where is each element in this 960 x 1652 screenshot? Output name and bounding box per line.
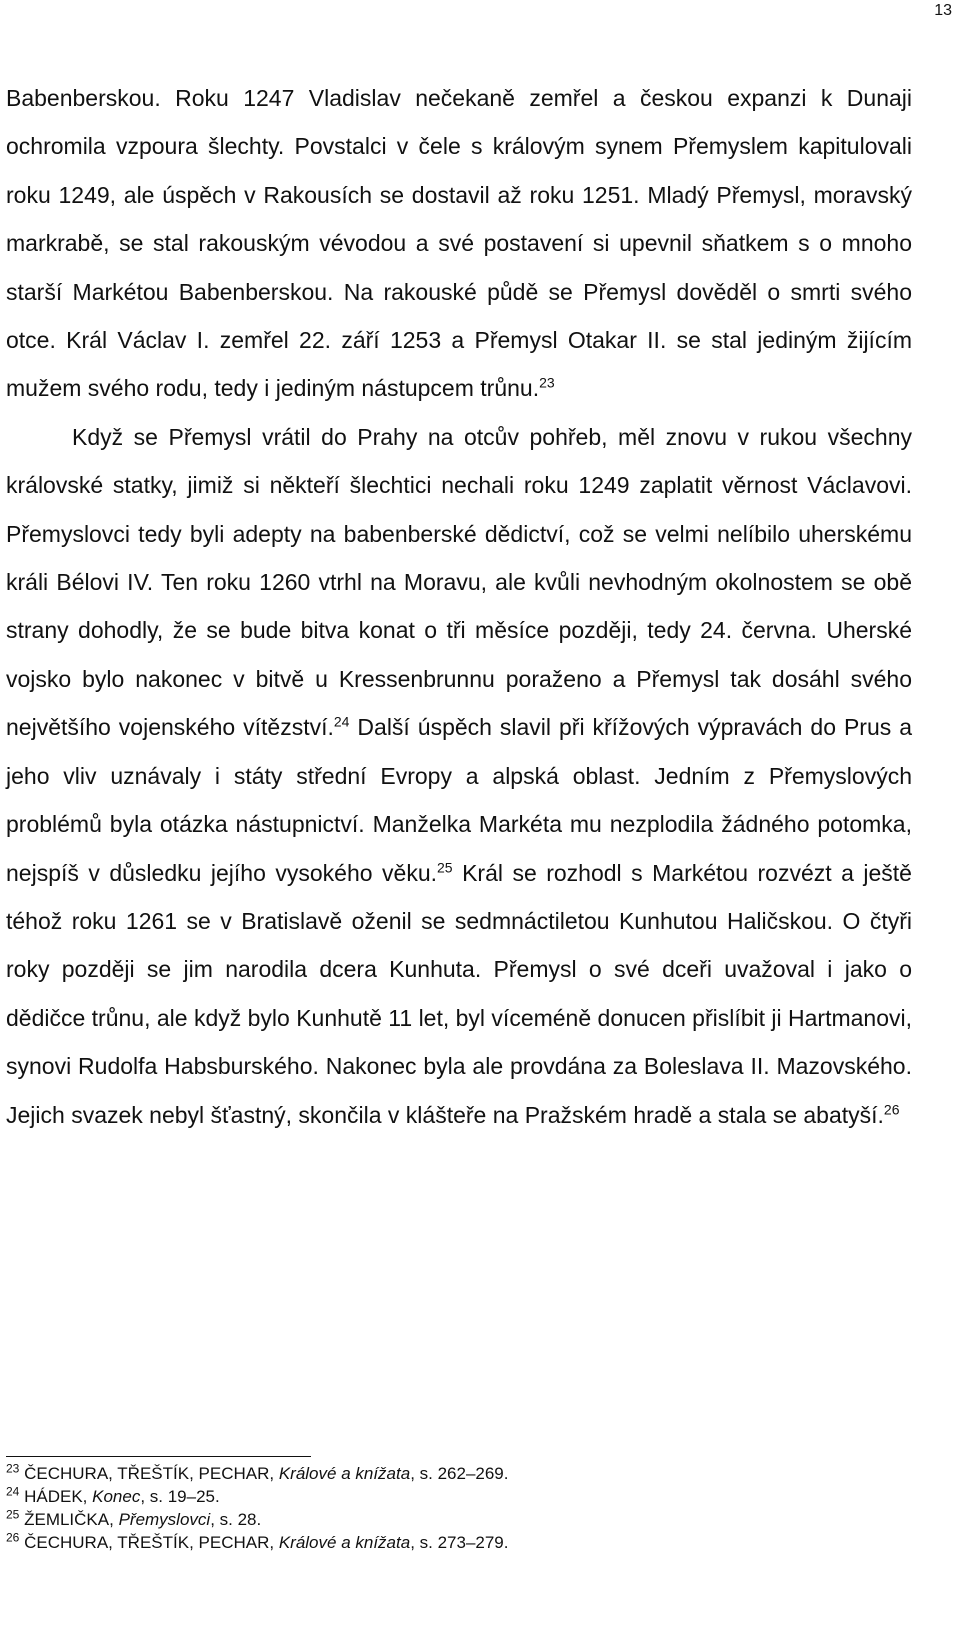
footnote-ref-26[interactable]: 26 bbox=[883, 1100, 900, 1117]
footnote-title: Králové a knížata bbox=[278, 1533, 411, 1552]
footnote-number: 26 bbox=[6, 1530, 20, 1545]
footnote-number: 23 bbox=[6, 1461, 20, 1476]
footnote-number: 24 bbox=[6, 1484, 20, 1499]
footnote-23 bbox=[6, 1462, 912, 1485]
footnote-authors: HÁDEK, bbox=[24, 1487, 93, 1506]
paragraph-2-text-a: Když se Přemysl vrátil do Prahy na otcův pohřeb, měl znovu v rukou všechny královské statky, jimiž si někteří šlechtici nechali roku 1249 zaplatit věrnost Václavovi. Přemyslovci tedy byli adepty na babenberské dědictví, což se velmi nelíbilo uherskému králi Bélovi IV. Ten roku 1260 vtrhl na Moravu, ale kvůli nevhodným okolnostem se obě strany dohodly, že se bude bitva konat o tři měsíce později, tedy 24. června. Uherské vojsko bylo nakonec v bitvě u Kressenbrunnu poraženo a Přemysl tak dosáhl svého největšího vojenského vítězství. bbox=[6, 423, 912, 741]
footnote-separator bbox=[6, 1456, 311, 1457]
footnote-pages: , s. 19–25. bbox=[140, 1487, 220, 1506]
footnote-24 bbox=[6, 1485, 912, 1508]
footnote-number: 25 bbox=[6, 1507, 20, 1522]
footnote-26 bbox=[6, 1531, 912, 1554]
footnote-title: Přemyslovci bbox=[118, 1510, 211, 1529]
footnote-authors: ČECHURA, TŘEŠTÍK, PECHAR, bbox=[24, 1533, 279, 1552]
paragraph-1-text: Babenberskou. Roku 1247 Vladislav nečekaně zemřel a českou expanzi k Dunaji ochromila vzpoura šlechty. Povstalci v čele s královým synem Přemyslem kapitulovali roku 1249, ale úspěch v Rakousích se dostavil až roku 1251. Mladý Přemysl, moravský markrabě, se stal rakouským vévodou a své postavení si upevnil sňatkem s o mnoho starší Markétou Babenberskou. Na rakouské půdě se Přemysl dověděl o smrti svého otce. Král Václav I. zemřel 22. září 1253 a Přemysl Otakar II. se stal jediným žijícím mužem svého rodu, tedy i jediným nástupcem trůnu. bbox=[6, 85, 912, 402]
footnote-25 bbox=[6, 1508, 912, 1531]
page-number: 13 bbox=[934, 2, 952, 19]
footnote-ref-24[interactable]: 24 bbox=[333, 713, 350, 730]
footnote-authors: ŽEMLIČKA, bbox=[24, 1510, 119, 1529]
body-text bbox=[6, 74, 912, 1139]
footnote-authors: ČECHURA, TŘEŠTÍK, PECHAR, bbox=[24, 1464, 279, 1483]
paragraph-2 bbox=[6, 413, 912, 1139]
footnote-title: Konec bbox=[92, 1487, 141, 1506]
footnote-pages: , s. 28. bbox=[210, 1510, 262, 1529]
footnote-ref-23[interactable]: 23 bbox=[539, 374, 555, 391]
paragraph-2-text-c: Král se rozhodl s Markétou rozvézt a ještě téhož roku 1261 se v Bratislavě oženil se sedmnáctiletou Kunhutou Haličskou. O čtyři roky později se jim narodila dcera Kunhuta. Přemysl o své dceři uvažoval i jako o dědičce trůnu, ale když bylo Kunhutě 11 let, byl víceméně donucen přislíbit ji Hartmanovi, synovi Rudolfa Habsburského. Nakonec byla ale provdána za Boleslava II. Mazovského. Jejich svazek nebyl šťastný, skončila v klášteře na Pražském hradě a stala se abatyší. bbox=[6, 859, 913, 1128]
footnotes bbox=[6, 1462, 912, 1554]
paragraph-1 bbox=[6, 74, 912, 413]
paragraph-2-text-b: Další úspěch slavil při křížových výpravách do Prus a jeho vliv uznávaly i státy střední Evropy a alpská oblast. Jedním z Přemyslových problémů byla otázka nástupnictví. Manželka Markéta mu nezplodila žádného potomka, nejspíš v důsledku jejího vysokého věku. bbox=[6, 714, 912, 886]
footnote-pages: , s. 262–269. bbox=[410, 1464, 509, 1483]
footnote-title: Králové a knížata bbox=[278, 1464, 411, 1483]
footnote-ref-25[interactable]: 25 bbox=[437, 858, 453, 875]
footnote-pages: , s. 273–279. bbox=[410, 1533, 509, 1552]
